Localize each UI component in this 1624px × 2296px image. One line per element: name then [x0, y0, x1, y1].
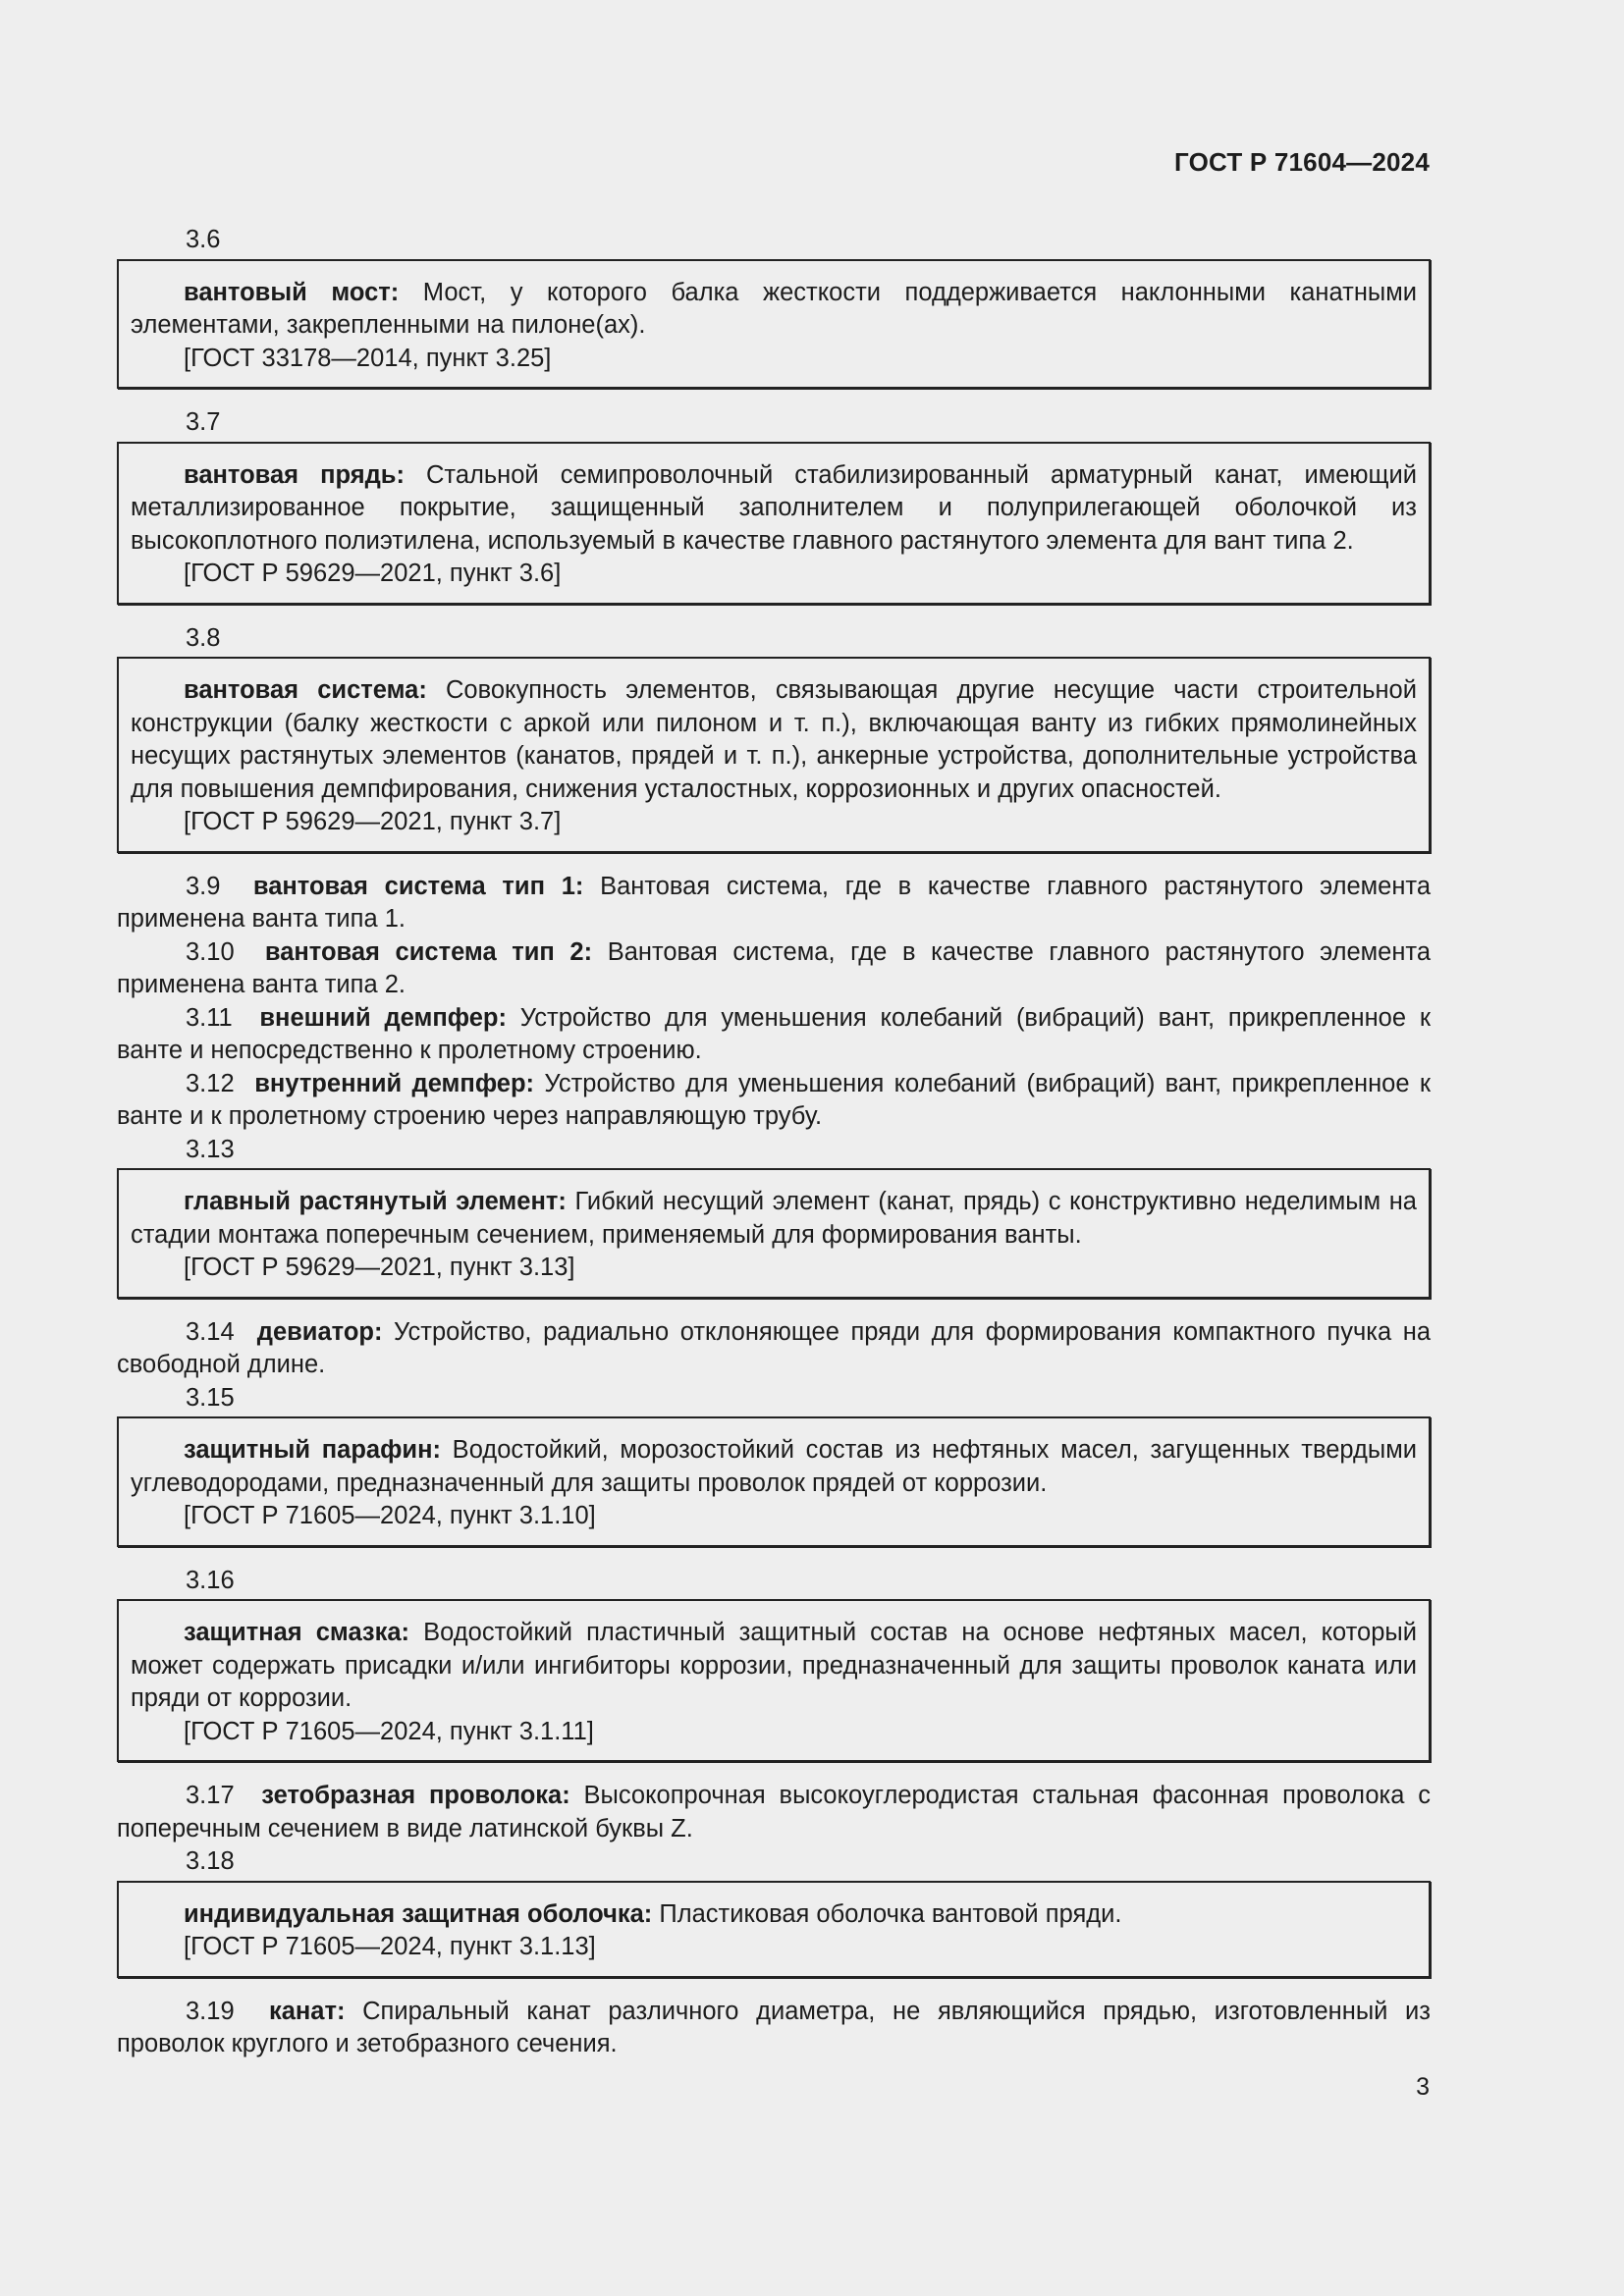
term-number: 3.7: [186, 408, 221, 436]
definition-text: Вантовая система, где в качестве главного растянутого элемента применена ванта типа 1.: [117, 872, 1432, 933]
term-name: внешний демпфер:: [259, 1003, 507, 1032]
definition-text: Водостойкий, морозостойкий состав из нефтяных масел, загущенных твердыми углеводородами, предназначенный для защиты проволок прядей от коррозии.: [131, 1436, 1417, 1497]
term-name: защитная смазка:: [184, 1619, 410, 1646]
quoted-term-box: [117, 1168, 1431, 1299]
definition-text: Водостойкий пластичный защитный состав на основе нефтяных масел, который может содержать присадки и/или ингибиторы коррозии, предназначенный для защиты проволок каната или пряди от коррозии.: [131, 1619, 1417, 1712]
source-reference: [ГОСТ Р 59629—2021, пункт 3.6]: [184, 560, 562, 587]
term-definition: [117, 1780, 1431, 1845]
term-name: индивидуальная защитная оболочка:: [184, 1899, 653, 1928]
quoted-term-box: [117, 1881, 1431, 1978]
source-reference: [ГОСТ 33178—2014, пункт 3.25]: [184, 344, 552, 372]
term-number: 3.14: [186, 1317, 235, 1346]
terms-section: [117, 224, 1431, 2061]
term-definition: [117, 1068, 1431, 1134]
term-number: 3.15: [186, 1383, 235, 1412]
term-number: 3.18: [186, 1847, 235, 1875]
term-definition: [117, 1316, 1431, 1382]
definition-text: Совокупность элементов, связывающая другие несущие части строительной конструкции (балку жесткости с аркой или пилоном и т. п.), включающая ванту из гибких прямолинейных несущих растянутых элементов (канатов, прядей и т. п.), анкерные устройства, дополнительные устройства для повышения демпфирования, снижения усталостных, коррозионных и других опасностей.: [131, 676, 1417, 803]
term-number: 3.6: [186, 226, 221, 253]
term-definition: [131, 459, 1417, 559]
plain-terms-group: [117, 1996, 1431, 2061]
term-name: главный растянутый элемент:: [184, 1188, 567, 1215]
term-name: вантовая система тип 1:: [252, 872, 584, 900]
term-number: 3.13: [186, 1135, 235, 1163]
term-definition: [131, 1186, 1417, 1252]
quoted-term-box: [117, 1416, 1431, 1547]
term-definition: [117, 936, 1431, 1002]
term-name: вантовая система:: [184, 676, 427, 704]
term-definition: [117, 871, 1431, 936]
term-name: девиатор:: [256, 1317, 383, 1346]
term-name: вантовый мост:: [184, 278, 400, 306]
source-reference: [ГОСТ Р 71605—2024, пункт 3.1.11]: [184, 1717, 594, 1745]
source-reference: [ГОСТ Р 59629—2021, пункт 3.13]: [184, 1254, 575, 1281]
plain-terms-group: [117, 871, 1431, 1134]
term-definition: [131, 277, 1417, 343]
term-definition: [117, 1002, 1431, 1068]
term-name: вантовая система тип 2:: [264, 937, 593, 966]
plain-terms-group: [117, 1780, 1431, 1845]
term-name: зетобразная проволока:: [261, 1782, 570, 1809]
term-name: канат:: [268, 1997, 346, 2025]
definition-text: Вантовая система, где в качестве главного растянутого элемента применена ванта типа 2.: [117, 937, 1431, 998]
term-definition: [131, 1617, 1417, 1716]
source-reference: [ГОСТ Р 71605—2024, пункт 3.1.13]: [184, 1933, 596, 1960]
definition-text: Устройство для уменьшения колебаний (вибраций) вант, прикрепленное к ванте и непосредственно к пролетному строению.: [117, 1003, 1431, 1064]
definition-text: Устройство, радиально отклоняющее пряди для формирования компактного пучка на свободной длине.: [117, 1317, 1431, 1378]
source-reference: [ГОСТ Р 71605—2024, пункт 3.1.10]: [184, 1502, 596, 1529]
term-definition: [131, 674, 1417, 806]
term-definition: [131, 1434, 1417, 1500]
definition-text: Высокопрочная высокоуглеродистая стальная фасонная проволока с поперечным сечением в виде латинской буквы Z.: [117, 1782, 1432, 1842]
definition-text: Гибкий несущий элемент (канат, прядь) с конструктивно неделимым на стадии монтажа поперечным сечением, применяемый для формирования ванты.: [131, 1188, 1417, 1249]
term-number: 3.11: [186, 1003, 233, 1032]
term-number: 3.8: [186, 623, 221, 652]
definition-text: Мост, у которого балка жесткости поддерживается наклонными канатными элементами, закрепленными на пилоне(ах).: [131, 278, 1418, 339]
term-number: 3.16: [186, 1566, 235, 1594]
term-name: защитный парафин:: [184, 1436, 441, 1464]
definition-text: Спиральный канат различного диаметра, не являющийся прядью, изготовленный из проволок круглого и зетобразного сечения.: [117, 1997, 1431, 2057]
term-number: 3.10: [186, 937, 235, 966]
term-number: 3.12: [186, 1069, 235, 1097]
quoted-term-box: [117, 1599, 1431, 1762]
term-number: 3.19: [186, 1997, 235, 2025]
page-number: 3: [1416, 2073, 1430, 2101]
definition-text: Стальной семипроволочный стабилизированный арматурный канат, имеющий металлизированное покрытие, защищенный заполнителем и полуприлегающей оболочкой из высокоплотного полиэтилена, используемый в качестве главного растянутого элемента для вант типа 2.: [131, 460, 1417, 555]
term-number: 3.9: [186, 872, 221, 900]
term-name: внутренний демпфер:: [254, 1069, 535, 1097]
term-definition: [131, 1898, 1417, 1932]
document-code-header: ГОСТ Р 71604—2024: [1174, 147, 1430, 177]
term-number: 3.17: [186, 1782, 235, 1809]
term-name: вантовая прядь:: [184, 460, 405, 489]
source-reference: [ГОСТ Р 59629—2021, пункт 3.7]: [184, 808, 562, 835]
quoted-term-box: [117, 442, 1431, 605]
definition-text: Пластиковая оболочка вантовой пряди.: [652, 1899, 1122, 1928]
quoted-term-box: [117, 657, 1431, 853]
term-definition: [117, 1996, 1431, 2061]
quoted-term-box: [117, 259, 1431, 390]
definition-text: Устройство для уменьшения колебаний (вибраций) вант, прикрепленное к ванте и к пролетному строению через направляющую трубу.: [117, 1069, 1431, 1130]
plain-terms-group: [117, 1316, 1431, 1382]
